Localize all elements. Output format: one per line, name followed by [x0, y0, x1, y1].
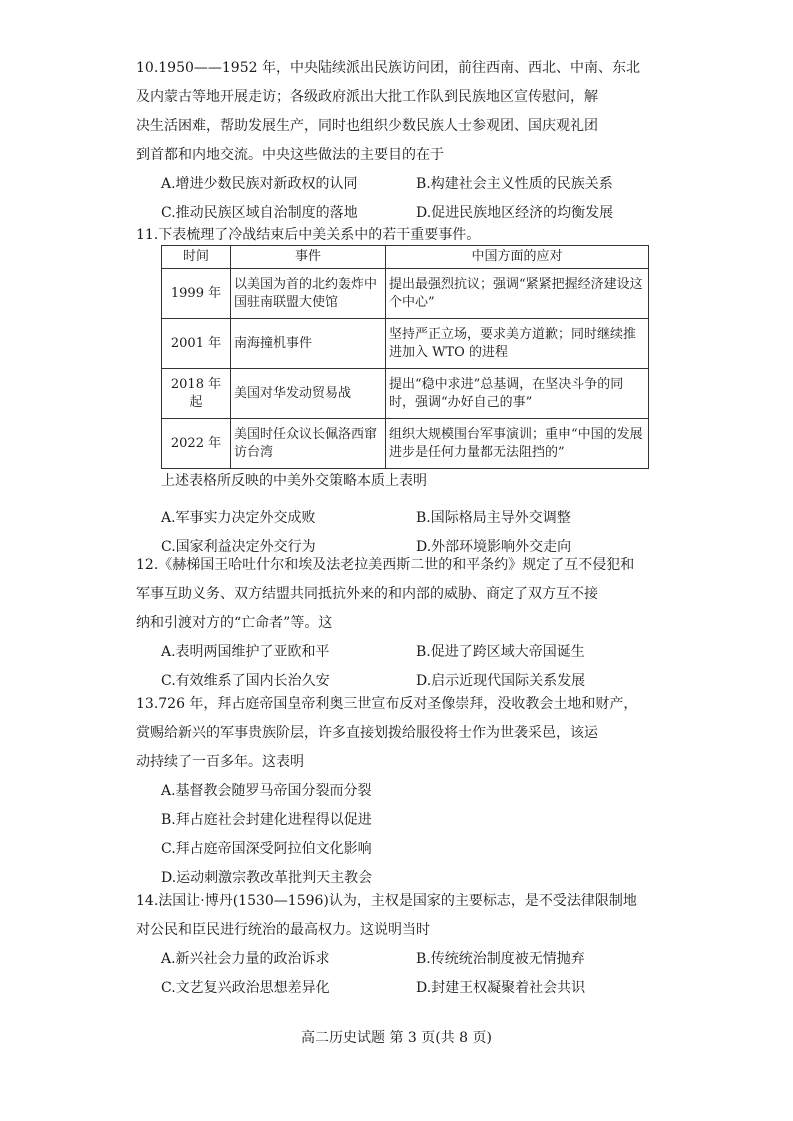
q11-option-a: A.军事实力决定外交成败: [161, 510, 316, 526]
q11-stem: 11.下表梳理了冷战结束后中美关系中的若干重要事件。: [136, 227, 481, 243]
q13-options: [136, 777, 656, 893]
q14-option-b: B.传统统治制度被无情抛弃: [416, 951, 585, 967]
row-time: 2001 年: [162, 319, 231, 369]
q13-option-d: D.运动刺激宗教改革批判天主教会: [161, 870, 373, 886]
row-event: 美国时任众议长佩洛西窜访台湾: [231, 419, 386, 469]
row-time: 2018 年起: [162, 369, 231, 419]
q12-stem-line: 12.《赫梯国王哈吐什尔和埃及法老拉美西斯二世的和平条约》规定了互不侵犯和: [136, 557, 635, 573]
question-13: [136, 690, 656, 893]
q13-option-a: A.基督教会随罗马帝国分裂而分裂: [161, 783, 372, 799]
q10-option-a: A.增进少数民族对新政权的认同: [161, 176, 358, 192]
q14-option-c: C.文艺复兴政治思想差异化: [161, 980, 330, 996]
q11-question: 上述表格所反映的中美外交策略本质上表明: [161, 473, 427, 489]
q10-stem-line: 10.1950——1952 年，中央陆续派出民族访问团，前往西南、西北、中南、东北: [136, 60, 640, 76]
q12-option-c: C.有效维系了国内长治久安: [161, 673, 330, 689]
question-11-body: [136, 467, 656, 562]
q11-option-d: D.外部环境影响外交走向: [416, 539, 572, 555]
q11-option-b: B.国际格局主导外交调整: [416, 510, 571, 526]
table-row: [162, 419, 649, 469]
question-14: [136, 887, 656, 1003]
q14-stem-line: 对公民和臣民进行统治的最高权力。这说明当时: [136, 922, 430, 938]
q14-option-d: D.封建王权凝聚着社会共识: [416, 980, 586, 996]
row-response: 坚持严正立场，要求美方道歉；同时继续推进加入 WTO 的进程: [386, 319, 649, 369]
q13-option-c: C.拜占庭帝国深受阿拉伯文化影响: [161, 841, 372, 857]
q10-options: [136, 170, 656, 228]
table-header-event: 事件: [231, 246, 386, 269]
table-header-response: 中国方面的应对: [386, 246, 649, 269]
q12-options: [136, 638, 656, 696]
row-response: 组织大规模围台军事演训；重申“中国的发展进步是任何力量都无法阻挡的”: [386, 419, 649, 469]
q14-option-a: A.新兴社会力量的政治诉求: [161, 951, 330, 967]
row-response: 提出最强烈抗议；强调“紧紧把握经济建设这个中心”: [386, 269, 649, 319]
table-header-row: [162, 246, 649, 269]
question-12: [136, 551, 656, 696]
row-response: 提出“稳中求进”总基调，在坚决斗争的同时，强调“办好自己的事”: [386, 369, 649, 419]
q13-stem-line: 13.726 年，拜占庭帝国皇帝利奥三世宣布反对圣像崇拜，没收教会土地和财产，: [136, 696, 638, 712]
q10-option-b: B.构建社会主义性质的民族关系: [416, 176, 613, 192]
row-time: 1999 年: [162, 269, 231, 319]
q14-options: [136, 945, 656, 1003]
table-header-time: 时间: [162, 246, 231, 269]
q12-option-a: A.表明两国维护了亚欧和平: [161, 644, 330, 660]
q11-option-c: C.国家利益决定外交行为: [161, 539, 316, 555]
q10-option-c: C.推动民族区域自治制度的落地: [161, 205, 358, 221]
row-time: 2022 年: [162, 419, 231, 469]
events-table: [161, 245, 649, 469]
q12-stem-line: 军事互助义务、双方结盟共同抵抗外来的和内部的威胁、商定了双方互不接: [136, 586, 598, 602]
question-10: [136, 54, 656, 228]
q12-option-b: B.促进了跨区域大帝国诞生: [416, 644, 585, 660]
q10-stem-line: 到首都和内地交流。中央这些做法的主要目的在于: [136, 147, 444, 163]
q12-option-d: D.启示近现代国际关系发展: [416, 673, 586, 689]
row-event: 美国对华发动贸易战: [231, 369, 386, 419]
q13-stem-line: 赏赐给新兴的军事贵族阶层，许多直接划拨给服役将士作为世袭采邑，该运: [136, 725, 598, 741]
q10-stem-line: 决生活困难，帮助发展生产，同时也组织少数民族人士参观团、国庆观礼团: [136, 118, 598, 134]
table-row: [162, 269, 649, 319]
row-event: 南海撞机事件: [231, 319, 386, 369]
page-footer: 高二历史试题 第 3 页(共 8 页): [301, 1030, 492, 1046]
q14-stem-line: 14.法国让·博丹(1530—1596)认为，主权是国家的主要标志，是不受法律限制地: [136, 893, 637, 909]
table-row: [162, 319, 649, 369]
q13-option-b: B.拜占庭社会封建化进程得以促进: [161, 812, 372, 828]
q12-stem-line: 纳和引渡对方的“亡命者”等。这: [136, 615, 333, 631]
q10-option-d: D.促进民族地区经济的均衡发展: [416, 205, 614, 221]
q10-stem-line: 及内蒙古等地开展走访；各级政府派出大批工作队到民族地区宣传慰问，解: [136, 89, 598, 105]
row-event: 以美国为首的北约轰炸中国驻南联盟大使馆: [231, 269, 386, 319]
table-row: [162, 369, 649, 419]
q13-stem-line: 动持续了一百多年。这表明: [136, 754, 304, 770]
